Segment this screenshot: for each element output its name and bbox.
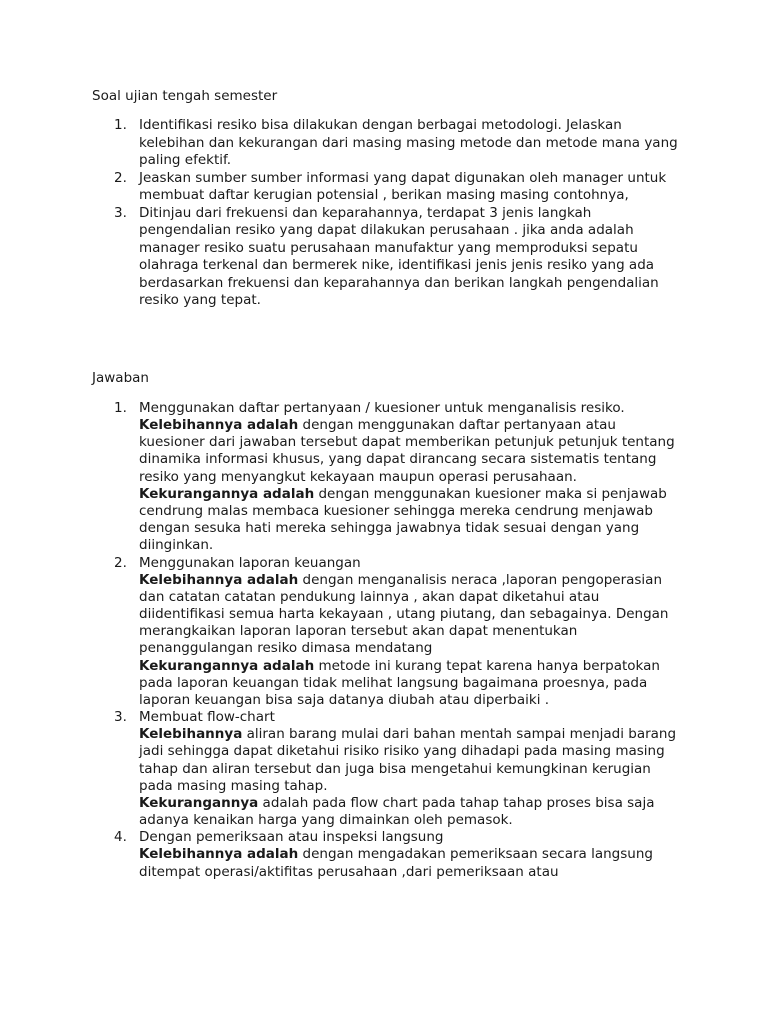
answer-number: 2. bbox=[114, 554, 127, 571]
answer-number: 3. bbox=[114, 709, 127, 726]
answer-method: Dengan pemeriksaan atau inspeksi langsung bbox=[139, 829, 444, 846]
answer-method: Menggunakan laporan keuangan bbox=[139, 554, 361, 571]
pro-label: Kelebihannya adalah bbox=[139, 417, 299, 433]
question-text: Identifikasi resiko bisa dilakukan dengan berbagai metodologi. Jelaskan kelebihan dan kekurangan dari masing masing metode dan metode mana yang paling efektif. bbox=[139, 117, 678, 168]
pro-label: Kelebihannya bbox=[139, 726, 243, 743]
answer-pro bbox=[139, 417, 684, 486]
answer-method: Membuat flow-chart bbox=[139, 709, 275, 726]
question-item bbox=[0, 205, 684, 310]
question-number: 1. bbox=[114, 117, 127, 133]
answer-con bbox=[139, 486, 684, 555]
pro-label: Kelebihannya adalah bbox=[139, 846, 299, 863]
question-item bbox=[0, 117, 684, 170]
pro-text: dengan menganalisis neraca ,laporan pengoperasian dan catatan catatan pendukung lainnya , akan dapat diketahui atau diidentifikasi semua harta kekayaan , utang piutang, dan sebagainya. Dengan merangkaikan laporan laporan tersebut akan dapat menentukan penanggulangan resiko dimasa mendatang bbox=[139, 571, 669, 657]
answer-list bbox=[0, 400, 768, 881]
question-number: 2. bbox=[114, 169, 127, 186]
con-label: Kekurangannya adalah bbox=[139, 485, 315, 502]
answer-item bbox=[0, 400, 684, 555]
answer-method: Menggunakan daftar pertanyaan / kuesioner untuk menganalisis resiko. bbox=[139, 400, 625, 416]
pro-text: dengan menggunakan daftar pertanyaan atau kuesioner dari jawaban tersebut dapat memberikan petunjuk petunjuk tentang dinamika informasi khusus, yang dapat dirancang secara sistematis tentang resiko yang menyangkut kekayaan maupun operasi perusahaan. bbox=[139, 417, 675, 485]
answer-pro bbox=[139, 572, 684, 658]
pro-text: aliran barang mulai dari bahan mentah sampai menjadi barang jadi sehingga dapat diketahui risiko risiko yang dihadapi pada masing masing tahap dan aliran tersebut dan juga bisa mengetahui kemungkinan kerugian pada masing masing tahap. bbox=[139, 726, 677, 794]
pro-label: Kelebihannya adalah bbox=[139, 571, 299, 588]
pro-text: dengan mengadakan pemeriksaan secara langsung ditempat operasi/aktifitas perusahaan ,dari pemeriksaan atau bbox=[139, 846, 653, 880]
answer-pro bbox=[139, 726, 684, 795]
answer-number: 4. bbox=[114, 829, 127, 846]
answers-heading: Jawaban bbox=[92, 370, 149, 386]
question-text: Ditinjau dari frekuensi dan keparahannya, terdapat 3 jenis langkah pengendalian resiko yang dapat dilakukan perusahaan . jika anda adalah manager resiko suatu perusahaan manufaktur yang memproduksi sepatu olahraga terkenal dan bermerek nike, identifikasi jenis jenis resiko yang ada berdasarkan frekuensi dan keparahannya dan berikan langkah pengendalian resiko yang tepat. bbox=[139, 204, 659, 308]
con-label: Kekurangannya bbox=[139, 795, 259, 812]
answer-item bbox=[0, 709, 684, 829]
con-label: Kekurangannya adalah bbox=[139, 657, 315, 674]
answer-pro bbox=[139, 846, 684, 880]
question-number: 3. bbox=[114, 204, 127, 221]
answer-number: 1. bbox=[114, 400, 127, 416]
con-text: dengan menggunakan kuesioner maka si penjawab cendrung malas membaca kuesioner sehingga mereka cendrung menjawab dengan sesuka hati mereka sehingga jawabnya tidak sesuai dengan yang diinginkan. bbox=[139, 485, 667, 554]
answer-item bbox=[0, 829, 684, 880]
answer-con bbox=[139, 658, 684, 710]
answer-con bbox=[139, 795, 684, 829]
con-text: metode ini kurang tepat karena hanya berpatokan pada laporan keuangan tidak melihat langsung bagaimana proesnya, pada laporan keuangan bisa saja datanya diubah atau diperbaiki . bbox=[139, 657, 660, 709]
answer-item bbox=[0, 555, 684, 710]
con-text: adalah pada flow chart pada tahap tahap proses bisa saja adanya kenaikan harga yang dimainkan oleh pemasok. bbox=[139, 795, 655, 829]
page-title: Soal ujian tengah semester bbox=[92, 88, 278, 104]
question-list bbox=[0, 117, 768, 310]
question-item bbox=[0, 170, 684, 205]
question-text: Jeaskan sumber sumber informasi yang dapat digunakan oleh manager untuk membuat daftar kerugian potensial , berikan masing masing contohnya, bbox=[139, 169, 667, 203]
